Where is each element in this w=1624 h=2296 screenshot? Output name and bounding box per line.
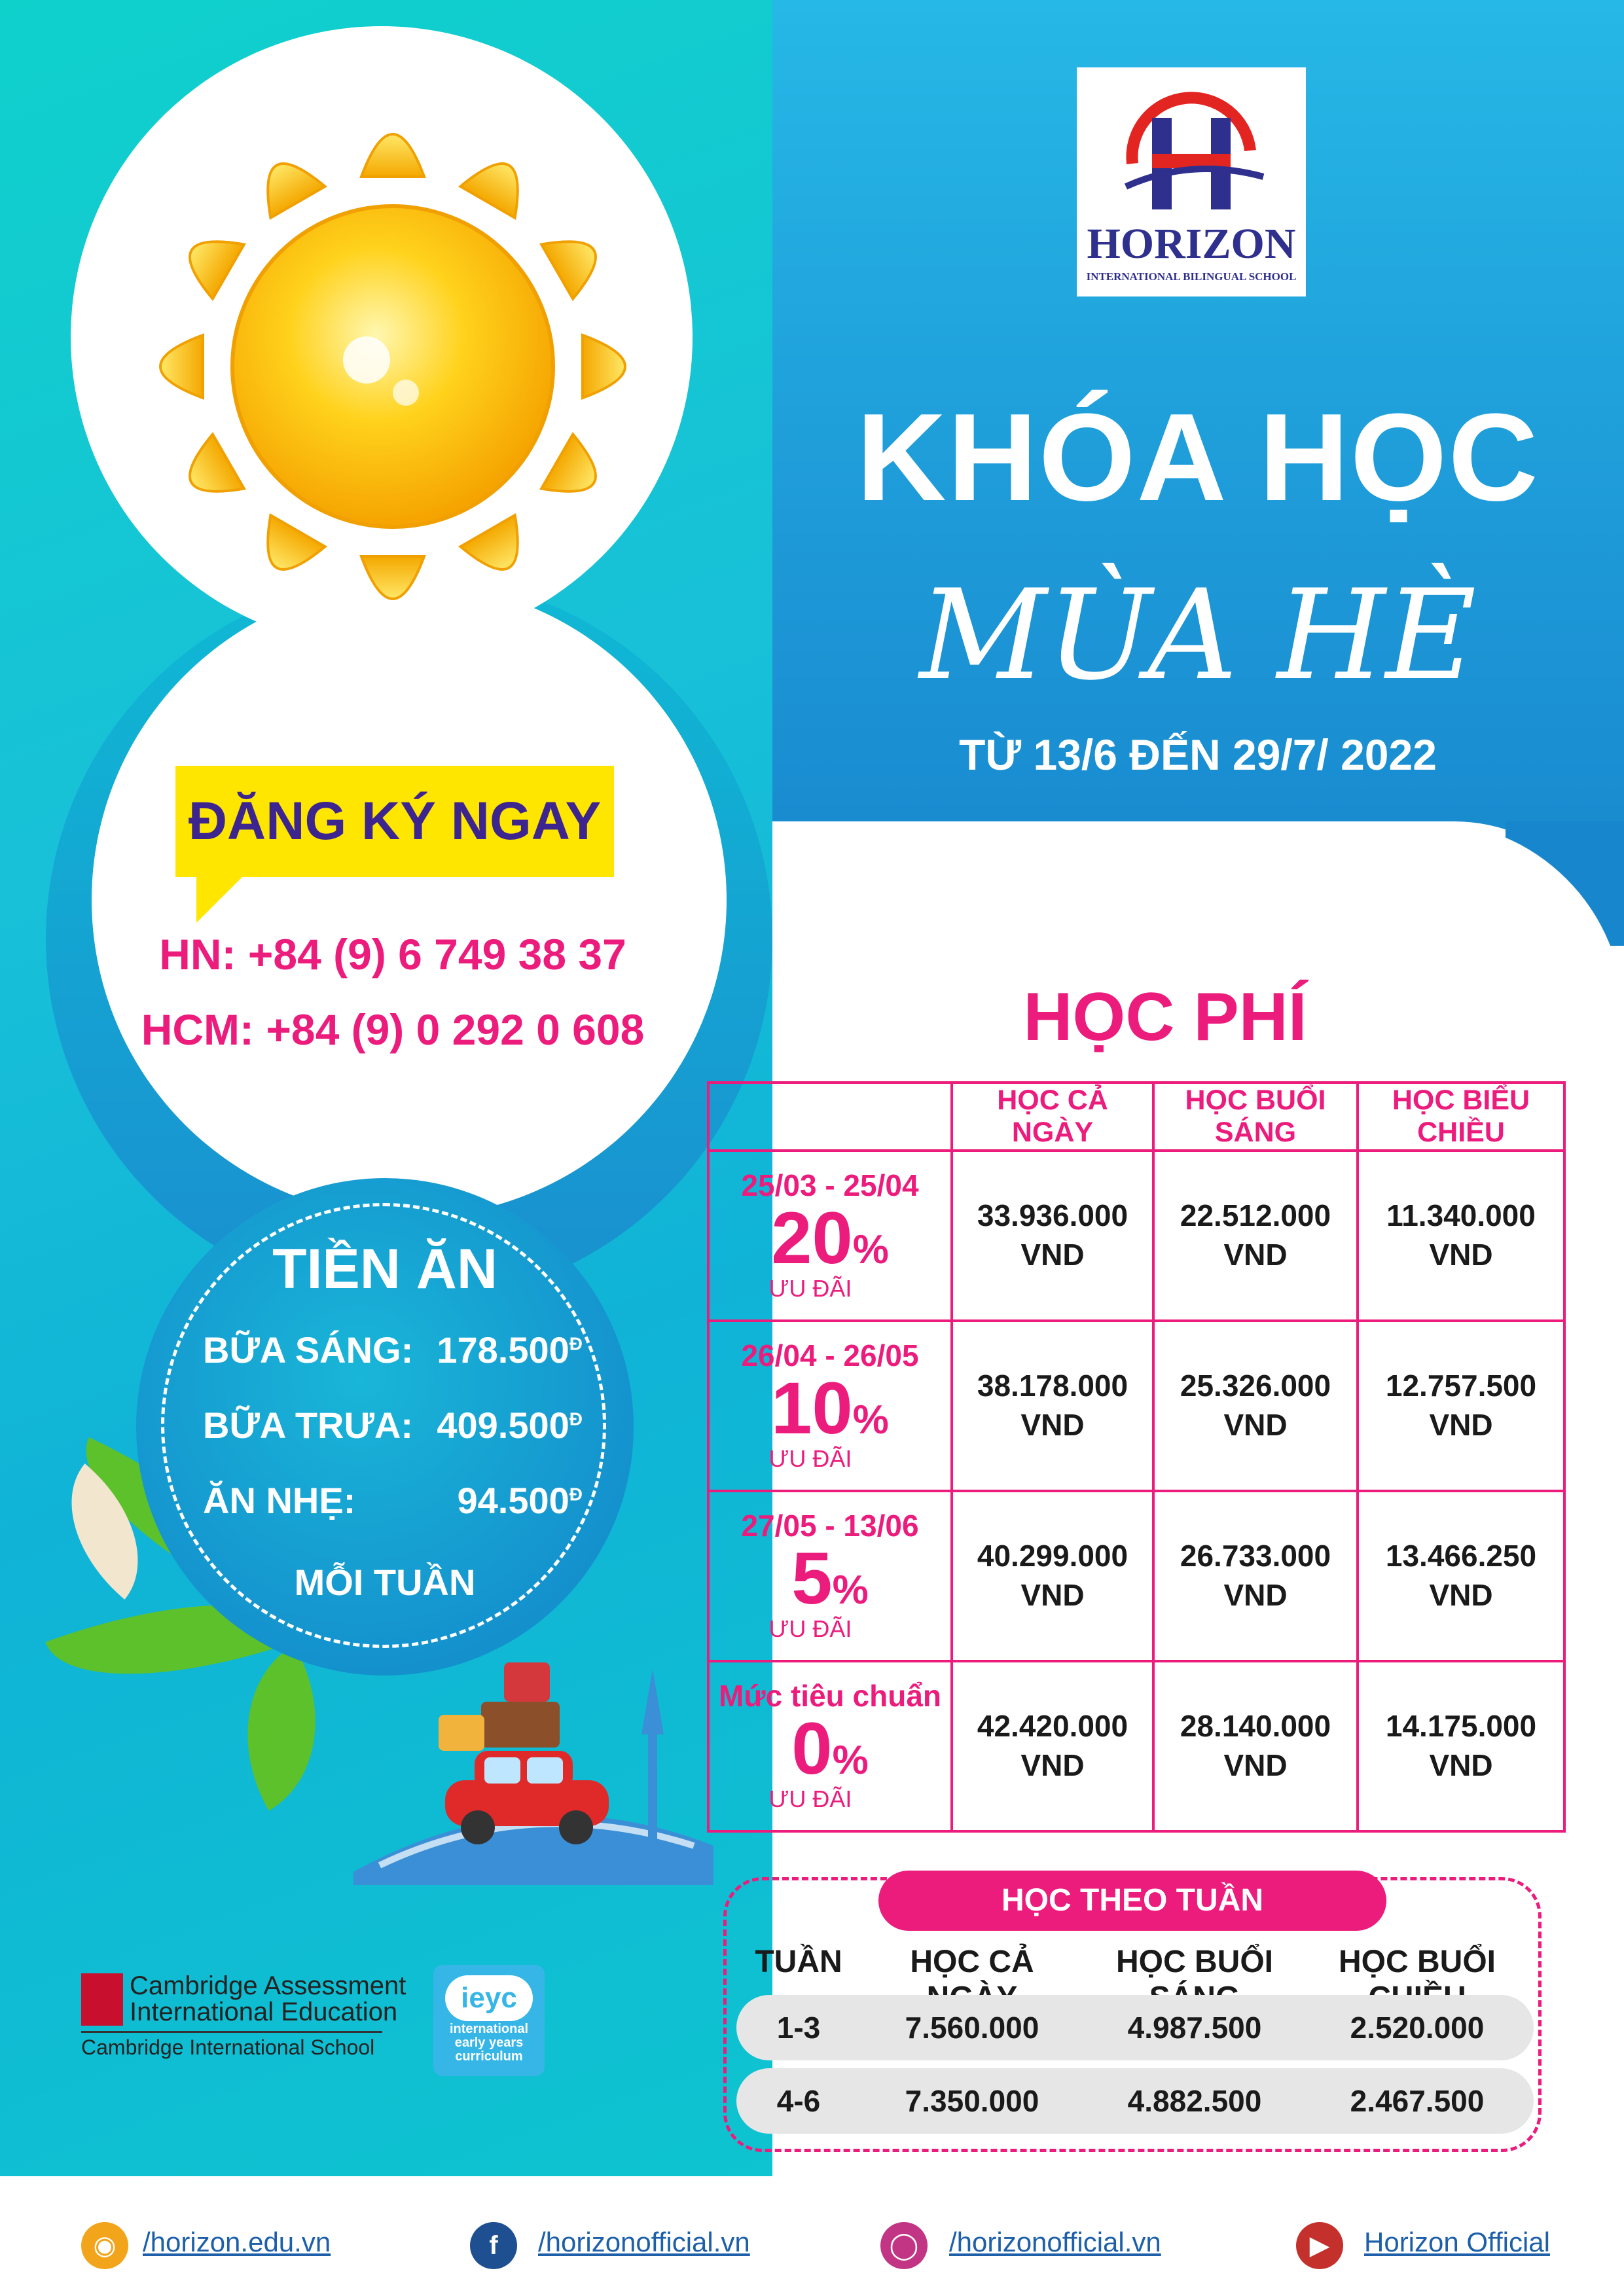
fee-period: 27/05 - 13/06	[741, 1508, 919, 1543]
fee-period-cell	[708, 1151, 952, 1321]
fee-period-cell	[708, 1491, 952, 1661]
fee-period-cell	[708, 1321, 952, 1491]
fee-price-afternoon: 12.757.500 VND	[1358, 1321, 1564, 1491]
meal-label-lunch: BỮA TRƯA:	[203, 1405, 414, 1446]
fee-price-morning: 26.733.000 VND	[1153, 1491, 1358, 1661]
weekly-header-morning: HỌC BUỔI	[1116, 1945, 1273, 1979]
weekly-morning: 4.882.500	[1127, 2084, 1262, 2118]
sun-ray	[176, 223, 244, 299]
fee-price-full-day: 33.936.000 VND	[952, 1151, 1153, 1321]
register-circle	[92, 583, 727, 1217]
cambridge-divider	[81, 2031, 382, 2033]
fee-period: Mức tiêu chuẩn	[718, 1678, 941, 1713]
meal-price-lunch: $409.500^Đ$	[437, 1405, 583, 1446]
horizon-logo-subtitle: INTERNATIONAL BILINGUAL SCHOOL	[1086, 270, 1297, 283]
fee-price-afternoon: 14.175.000 VND	[1358, 1661, 1564, 1831]
phone-hanoi[interactable]: HN: +84 (9) 6 749 38 37	[159, 930, 626, 978]
instagram-icon[interactable]: ◯	[880, 2222, 928, 2269]
headline-line1: KHÓA HỌC	[856, 388, 1540, 527]
fee-discount-label: ƯU ĐÃI	[768, 1275, 852, 1302]
sun-ray	[583, 335, 625, 398]
fee-price-morning: 28.140.000 VND	[1153, 1661, 1358, 1831]
fee-discount-label: ƯU ĐÃI	[768, 1445, 852, 1473]
fee-price-full-day: 38.178.000 VND	[952, 1321, 1153, 1491]
footer-facebook-link[interactable]: /horizonofficial.vn	[538, 2227, 750, 2257]
meal-per-week: MỖI TUẦN	[294, 1562, 476, 1603]
fee-price-afternoon: 11.340.000 VND	[1358, 1151, 1564, 1321]
fee-table	[707, 1081, 1566, 1833]
ieyc-subtitle: international early years curriculum	[449, 2022, 528, 2064]
sun-ray	[460, 515, 536, 583]
register-banner-tail	[196, 870, 249, 923]
fee-period: 25/03 - 25/04	[741, 1168, 919, 1202]
headline-line2: MÙA HÈ	[919, 563, 1477, 708]
fee-discount: 5%	[791, 1537, 869, 1620]
sun-ray	[541, 434, 609, 510]
footer-instagram-link[interactable]: /horizonofficial.vn	[949, 2227, 1161, 2257]
fee-discount: 10%	[771, 1367, 889, 1450]
fee-discount: 0%	[791, 1708, 869, 1790]
sun-ray	[361, 556, 424, 599]
sun-ray	[160, 335, 203, 398]
ieyc-text: ieyc	[461, 1982, 517, 2014]
weekly-header-full-day: HỌC CẢ	[910, 1945, 1034, 1979]
weekly-header-afternoon: HỌC BUỔI	[1339, 1945, 1496, 1979]
fee-header-afternoon: HỌC BIỂU CHIỀU	[1358, 1083, 1564, 1151]
horizon-logo-mark-icon	[1113, 79, 1270, 219]
fee-price-full-day: 42.420.000 VND	[952, 1661, 1153, 1831]
phone-hcm[interactable]: HCM: +84 (9) 0 292 0 608	[141, 1005, 645, 1054]
fee-discount-label: ƯU ĐÃI	[768, 1615, 852, 1643]
weekly-header-week: TUẦN	[755, 1945, 842, 1979]
fee-discount: 20%	[771, 1197, 889, 1280]
weekly-week: 4-6	[776, 2084, 821, 2118]
sun-ray	[541, 223, 609, 299]
meal-label-snack: ĂN NHẸ:	[203, 1480, 356, 1521]
weekly-afternoon: 2.467.500	[1350, 2084, 1485, 2118]
fee-price-afternoon: 13.466.250 VND	[1358, 1491, 1564, 1661]
weekly-full-day: 7.560.000	[905, 2011, 1039, 2045]
sun-ray	[249, 515, 325, 583]
weekly-afternoon: 2.520.000	[1350, 2011, 1485, 2045]
table-row	[708, 1151, 1564, 1321]
sun-ray	[460, 150, 536, 218]
course-dates: TỪ 13/6 ĐẾN 29/7/ 2022	[959, 730, 1437, 779]
fee-discount-label: ƯU ĐÃI	[768, 1785, 852, 1813]
weekly-title: HỌC THEO TUẦN	[878, 1871, 1386, 1931]
fee-period: 26/04 - 26/05	[741, 1338, 919, 1372]
meal-price-snack: $94.500^Đ$	[457, 1480, 583, 1521]
sun-icon	[111, 85, 674, 648]
meal-price-breakfast: $178.500^Đ$	[437, 1329, 583, 1371]
fee-title: HỌC PHÍ	[1023, 979, 1307, 1055]
weekly-week: 1-3	[776, 2011, 821, 2045]
weekly-morning: 4.987.500	[1127, 2011, 1262, 2045]
fee-header-empty	[708, 1083, 952, 1151]
table-row	[708, 1321, 1564, 1491]
meal-label-breakfast: BỮA SÁNG:	[203, 1329, 414, 1371]
register-label[interactable]: ĐĂNG KÝ NGAY	[188, 791, 602, 851]
youtube-icon[interactable]: ▶	[1296, 2222, 1343, 2269]
sun-ray	[249, 150, 325, 218]
fee-price-morning: 22.512.000 VND	[1153, 1151, 1358, 1321]
cambridge-line1: Cambridge Assessment	[130, 1971, 406, 2000]
meal-title: TIỀN ĂN	[272, 1238, 497, 1300]
table-row	[708, 1661, 1564, 1831]
fee-price-morning: 25.326.000 VND	[1153, 1321, 1358, 1491]
fee-header-morning: HỌC BUỔI SÁNG	[1153, 1083, 1358, 1151]
facebook-icon[interactable]: f	[470, 2222, 517, 2269]
horizon-logo-text: HORIZON	[1087, 220, 1296, 268]
footer-website-link[interactable]: /horizon.edu.vn	[143, 2227, 331, 2257]
cambridge-line3: Cambridge International School	[81, 2036, 375, 2059]
fee-price-full-day: 40.299.000 VND	[952, 1491, 1153, 1661]
table-row	[708, 1491, 1564, 1661]
fee-period-cell	[708, 1661, 952, 1831]
footer-youtube-link[interactable]: Horizon Official	[1364, 2227, 1550, 2257]
sun-ray	[176, 434, 244, 510]
cambridge-shield-icon	[81, 1973, 123, 2026]
cambridge-line2: International Education	[130, 1998, 398, 2026]
sun-ray	[361, 134, 424, 177]
globe-icon[interactable]: ◉	[81, 2222, 128, 2269]
weekly-full-day: 7.350.000	[905, 2084, 1039, 2118]
fee-header-full-day: HỌC CẢ NGÀY	[952, 1083, 1153, 1151]
travel-car-icon	[340, 1656, 720, 1885]
